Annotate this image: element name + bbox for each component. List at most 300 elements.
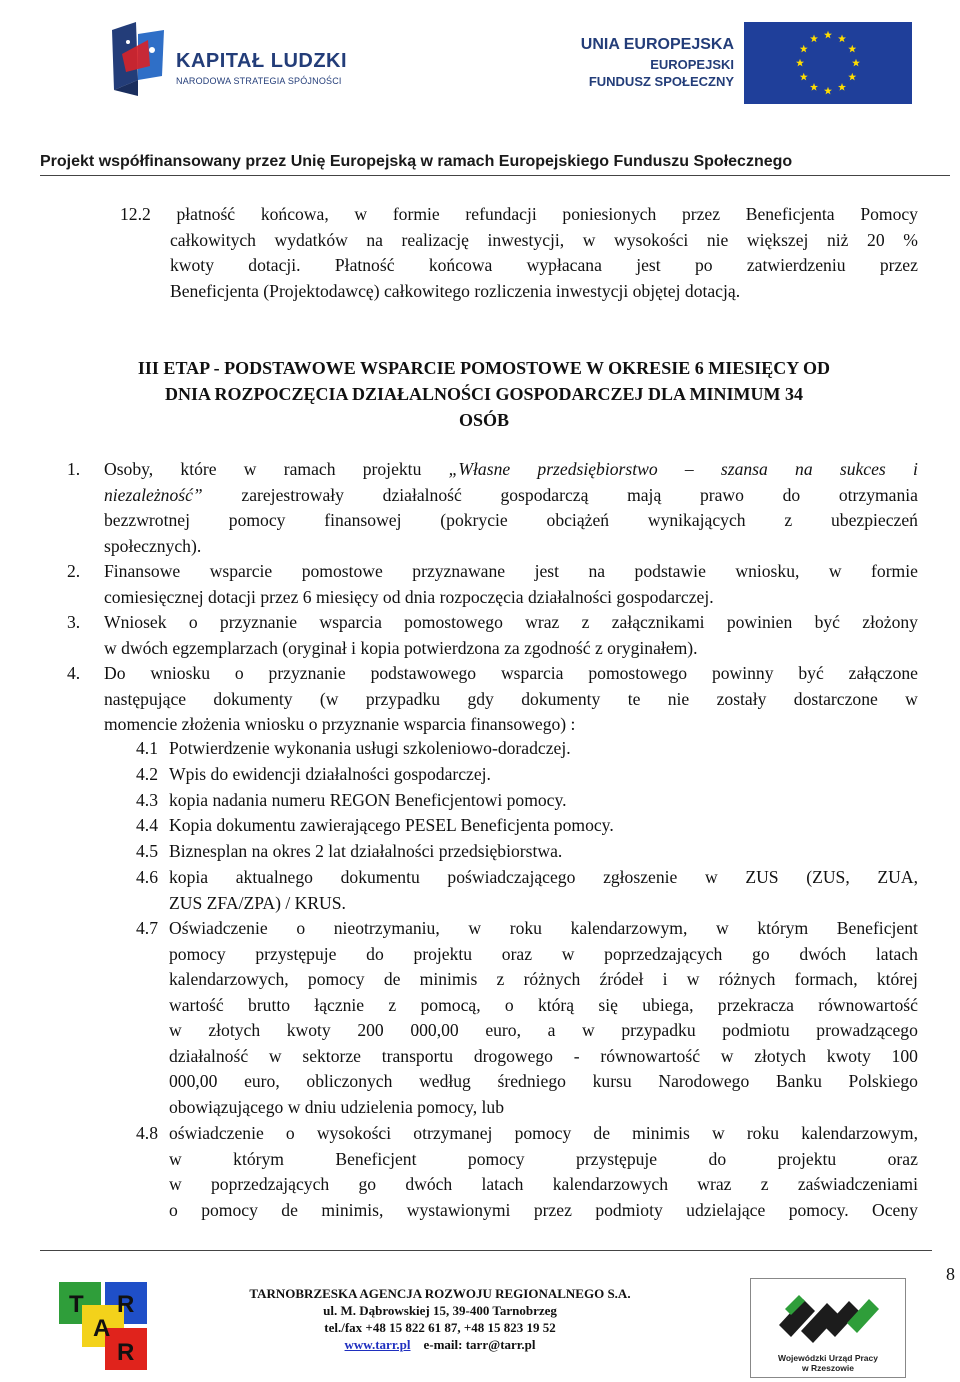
word: pomocy: [201, 1199, 258, 1220]
word: podmioty: [595, 1199, 663, 1220]
word: (w: [319, 688, 339, 709]
list-item: [104, 559, 918, 610]
heading-line2: DNIA ROZPOCZĘCIA DZIAŁALNOŚCI GOSPODARCZEJ DLA MINIMUM 34: [164, 384, 804, 404]
sublist-item-number: 4.2: [136, 764, 158, 784]
sublist-item-line: [169, 1198, 918, 1224]
intro-line: [120, 202, 918, 228]
word: nie: [706, 229, 729, 250]
word: przyznanie: [219, 612, 298, 632]
word: równowartość: [818, 994, 918, 1015]
word: powinny: [711, 663, 774, 683]
word: po: [694, 255, 713, 275]
list-item-number: 4.: [67, 663, 81, 683]
word: de: [593, 1123, 610, 1143]
eu-flag-icon: [744, 22, 912, 104]
word: w: [711, 1123, 725, 1143]
word: ZUS: [745, 867, 779, 887]
word: 100: [891, 1045, 918, 1066]
word: (ZUS,: [806, 867, 850, 887]
sublist-item-line: [169, 1147, 918, 1173]
word: końcowa: [428, 255, 493, 275]
word: w: [169, 1020, 182, 1040]
word: drogowego: [473, 1045, 553, 1066]
word: poświadczającego: [447, 867, 576, 887]
word: być: [814, 612, 840, 632]
kapital-ludzki-title: KAPITAŁ LUDZKI: [176, 50, 348, 72]
word: (pokrycie: [440, 510, 508, 530]
word: gospodarczą: [500, 484, 589, 505]
word: na: [588, 561, 606, 581]
word: wraz: [697, 1174, 732, 1194]
word: zatwierdzeniu: [746, 255, 846, 275]
word: złotych: [208, 1020, 261, 1040]
word: Beneficjent: [836, 918, 918, 938]
word: z: [388, 994, 397, 1015]
word: na: [795, 459, 813, 479]
tarr-letter-r1: R: [117, 1291, 135, 1318]
list-item-line: [104, 661, 918, 687]
list-item-line: momencie złożenia wniosku o przyznanie wsparcia finansowego) :: [104, 714, 576, 734]
word: minimis: [632, 1123, 690, 1143]
sublist-item: [169, 865, 918, 916]
word: wysokości: [614, 229, 689, 250]
word: podstawie: [634, 561, 706, 581]
word: udzielające: [686, 1199, 766, 1220]
word: projektu: [777, 1148, 837, 1169]
word: wystawionymi: [406, 1199, 511, 1220]
list-item-number: 3.: [67, 612, 81, 632]
word: przyznanie: [268, 663, 346, 683]
heading-line3: OSÓB: [458, 410, 510, 430]
word: roku: [746, 1123, 780, 1143]
word: o: [169, 1199, 178, 1220]
word: Narodowego: [658, 1071, 750, 1091]
word: którym: [757, 918, 809, 938]
word: poprzedzających: [604, 943, 723, 964]
word: końcowa,: [260, 204, 329, 224]
word: kalendarzowych: [552, 1174, 669, 1194]
word: się: [598, 994, 618, 1015]
word: szansa: [720, 459, 768, 479]
footer-divider: [40, 1250, 932, 1251]
word: kalendarzowych,: [169, 969, 289, 989]
word: roku: [509, 918, 542, 938]
sublist-item-line: [169, 967, 918, 993]
word: o: [188, 612, 198, 632]
word: w: [561, 943, 575, 964]
word: wsparcia: [319, 612, 382, 632]
word: o: [234, 663, 244, 683]
word: -: [573, 1045, 580, 1066]
word: wypłacana: [526, 255, 602, 275]
intro-line: [170, 228, 918, 254]
sublist-item-line: obowiązującego w dniu udzielenia pomocy, lub: [169, 1096, 504, 1117]
footer-org-name: TARNOBRZESKA AGENCJA ROZWOJU REGIONALNEGO S.A.: [249, 1286, 631, 1301]
word: de: [383, 969, 401, 989]
sublist-item-line: [169, 865, 918, 891]
sublist-item-line: [169, 1018, 918, 1044]
word: te: [627, 688, 641, 709]
word: ubiega,: [642, 994, 694, 1015]
word: gdy: [467, 688, 494, 709]
word: nieotrzymaniu,: [333, 918, 440, 938]
list-item: [104, 610, 918, 661]
word: załącznikami: [611, 612, 705, 632]
word: Beneficjent: [335, 1148, 417, 1169]
word: oświadczenie: [169, 1123, 264, 1143]
footer-address: ul. M. Dąbrowskiej 15, 39-400 Tarnobrzeg: [323, 1303, 557, 1318]
sublist-item-number: 4.4: [136, 815, 158, 835]
intro-line: Beneficjenta (Projektodawcę) całkowitego rozliczenia inwestycji objętej dotacją.: [170, 280, 741, 301]
list-item-line: [104, 457, 918, 483]
word: przystępuje: [255, 943, 337, 964]
word: kalendarzowym,: [801, 1123, 918, 1143]
word: wysokości: [316, 1123, 392, 1143]
word: i: [912, 459, 918, 479]
sublist-item: [169, 736, 918, 762]
word: a: [547, 1020, 556, 1040]
word: zostały: [716, 688, 767, 709]
word: otrzymanej: [413, 1123, 493, 1143]
wup-line1: Wojewódzki Urząd Pracy: [778, 1353, 878, 1363]
word: powinien: [726, 612, 793, 632]
word: w: [169, 1174, 182, 1194]
word: złotych: [754, 1045, 807, 1066]
sublist-item-line: Kopia dokumentu zawierającego PESEL Beneficjenta pomocy.: [169, 815, 614, 835]
word: w: [704, 867, 718, 887]
word: działalność: [382, 484, 462, 505]
word: dwóch: [405, 1174, 453, 1194]
word: dokumenty: [213, 688, 293, 709]
sublist-item-line: Biznesplan na okres 2 lat działalności przedsiębiorstwa.: [169, 841, 563, 861]
word: dostarczone: [793, 688, 878, 709]
list-item: [104, 661, 918, 738]
word: transportu: [381, 1045, 454, 1066]
word: której: [876, 969, 918, 989]
list-item-line: społecznych).: [104, 535, 202, 556]
word: w: [468, 918, 482, 938]
word: z: [760, 1174, 769, 1194]
word: realizację: [401, 229, 469, 250]
word: poniesionych: [562, 204, 657, 224]
kapital-ludzki-mark-icon: [108, 20, 166, 98]
word: wraz: [525, 612, 560, 632]
word: nie: [667, 688, 690, 709]
sublist-item: [169, 762, 918, 788]
word: Finansowe: [104, 561, 181, 581]
eu-logo-line3: FUNDUSZ SPOŁECZNY: [588, 74, 734, 89]
word: na: [366, 229, 383, 250]
word: ramach: [283, 459, 336, 479]
word: podstawowego: [370, 663, 477, 683]
word: do: [366, 943, 384, 964]
word: Do: [104, 663, 126, 683]
word: kwoty: [286, 1020, 331, 1040]
word: 000,00: [410, 1020, 459, 1040]
word: 20: [867, 229, 885, 250]
word: euro,: [244, 1071, 280, 1091]
word: w: [828, 561, 842, 581]
list-item-line: comiesięcznej dotacji przez 6 miesięcy od dnia rozpoczęcia działalności gospodarczej.: [104, 586, 714, 607]
word: wniosku: [150, 663, 211, 683]
sublist-item: [169, 839, 918, 865]
header-divider: [40, 175, 950, 176]
word: Oświadczenie: [169, 918, 268, 938]
word: w: [354, 204, 368, 224]
word: bezzwrotnej: [104, 510, 190, 530]
sublist-item: [169, 1121, 918, 1223]
section-heading: [50, 355, 918, 433]
sublist-item-number: 4.3: [136, 790, 158, 810]
list-item-number: 1.: [67, 459, 81, 479]
word: o: [504, 994, 514, 1015]
sublist-item-line: [169, 1121, 918, 1147]
word: formie: [392, 204, 440, 224]
page-number: 8: [946, 1264, 955, 1284]
word: dokumenty: [521, 688, 601, 709]
word: kopia: [169, 867, 209, 887]
tarr-letter-t: T: [69, 1291, 84, 1318]
word: –: [684, 459, 694, 479]
word: dokumentu: [340, 867, 420, 887]
word: pomocy: [467, 1148, 525, 1169]
word: zarejestrowały: [241, 484, 344, 505]
list-item-line: [104, 687, 918, 713]
word: pomocy: [307, 969, 365, 989]
word: aktualnego: [235, 867, 313, 887]
sublist-item-number: 4.7: [136, 918, 158, 938]
word: %: [903, 229, 918, 250]
word: równowartość: [600, 1045, 701, 1066]
word: przystępuje: [576, 1148, 658, 1169]
sublist-item-line: Wpis do ewidencji działalności gospodarczej.: [169, 764, 491, 784]
sublist-item-line: [169, 993, 918, 1019]
word: z: [581, 612, 590, 632]
kapital-ludzki-logo: [108, 18, 358, 106]
word: mają: [627, 484, 662, 505]
sublist-item: [169, 813, 918, 839]
tarr-logo: [55, 1278, 151, 1374]
word: w: [243, 459, 257, 479]
footer-website-link[interactable]: www.tarr.pl: [344, 1337, 411, 1352]
list-item-line: [104, 483, 918, 509]
word: zaświadczeniami: [797, 1174, 918, 1194]
word: w: [169, 1148, 182, 1169]
word: zgłoszenie: [603, 867, 678, 887]
word: brutto: [248, 994, 291, 1015]
word: przypadku: [365, 688, 441, 709]
word: Oceny: [872, 1199, 918, 1220]
word: Banku: [775, 1071, 822, 1091]
word: przypadku: [621, 1020, 696, 1040]
word: prowadzącego: [816, 1020, 918, 1040]
word: kursu: [592, 1071, 632, 1091]
word: oraz: [501, 943, 533, 964]
word: 000,00: [169, 1071, 218, 1091]
eu-logo-line1: UNIA EUROPEJSKA: [580, 36, 734, 53]
word: według: [419, 1071, 471, 1091]
word: do: [708, 1148, 727, 1169]
footer-email: e-mail: tarr@tarr.pl: [423, 1337, 536, 1352]
list-item-line: [104, 559, 918, 585]
word: ZUA,: [877, 867, 918, 887]
word: większej: [746, 229, 809, 250]
word: niż: [827, 229, 849, 250]
word: następujące: [104, 688, 187, 709]
word: Osoby,: [104, 459, 154, 479]
sublist-item-number: 4.8: [136, 1123, 158, 1143]
word: w: [716, 918, 729, 938]
word: przez: [681, 204, 721, 224]
word: które: [180, 459, 217, 479]
footer-phone: tel./fax +48 15 822 61 87, +48 15 823 19 52: [324, 1320, 556, 1335]
word: minimis: [419, 969, 478, 989]
word: projektu: [362, 459, 422, 479]
word: ubezpieczeń: [831, 510, 918, 530]
word: niezależność”: [104, 484, 203, 505]
word: kwoty: [170, 255, 214, 275]
word: go: [752, 943, 770, 964]
word: otrzymania: [838, 484, 918, 505]
word: całkowitych: [170, 229, 256, 250]
eu-social-fund-logo: [572, 22, 912, 108]
sublist-item-line: Potwierdzenie wykonania usługi szkoleniowo-doradczej.: [169, 738, 571, 758]
word: w: [686, 969, 700, 989]
word: Beneficjenta: [745, 204, 835, 224]
word: różnych: [523, 969, 581, 989]
word: obliczonych: [306, 1071, 393, 1091]
word: przyznawane: [412, 561, 506, 581]
word: wsparcia: [500, 663, 564, 683]
word: inwestycji,: [487, 229, 565, 250]
word: obciążeń: [546, 510, 610, 530]
heading-line1: III ETAP - PODSTAWOWE WSPARCIE POMOSTOWE W OKRESIE 6 MIESIĘCY OD: [137, 358, 831, 378]
word: źródeł: [599, 969, 644, 989]
eu-logo-line2: EUROPEJSKI: [650, 57, 734, 72]
list-item-line: [104, 508, 918, 534]
word: i: [662, 969, 668, 989]
word: przez: [879, 255, 918, 275]
sublist-item-line: [169, 1044, 918, 1070]
word: jest: [534, 561, 559, 581]
word: przedsiębiorstwo: [537, 459, 658, 479]
tarr-letter-r2: R: [117, 1339, 135, 1366]
wup-line2: w Rzeszowie: [802, 1363, 854, 1373]
word: „Własne: [448, 459, 511, 479]
word: de: [281, 1199, 298, 1220]
word: formie: [871, 561, 918, 581]
word: pomostowego: [404, 612, 503, 632]
word: latach: [875, 943, 918, 964]
word: być: [798, 663, 824, 683]
word: różnych: [718, 969, 776, 989]
word: poprzedzających: [210, 1174, 330, 1194]
sublist-item-line: kopia nadania numeru REGON Beneficjentowi pomocy.: [169, 790, 567, 810]
word: oraz: [887, 1148, 918, 1169]
wup-rzeszow-logo: [750, 1278, 906, 1378]
word: którym: [233, 1148, 284, 1169]
word: kwoty: [826, 1045, 871, 1066]
word: przekracza: [717, 994, 794, 1015]
wup-mark-icon: [751, 1279, 905, 1353]
sublist-item-number: 4.5: [136, 841, 158, 861]
word: pomocy: [228, 510, 286, 530]
word: łącznie: [314, 994, 365, 1015]
word: Wniosek: [104, 612, 167, 632]
word: z: [784, 510, 793, 530]
word: Płatność: [334, 255, 395, 275]
word: prawo: [699, 484, 744, 505]
word: w: [905, 688, 918, 709]
word: pomocy.: [788, 1199, 849, 1220]
word: o: [296, 918, 306, 938]
word: z: [496, 969, 505, 989]
word: projektu: [413, 943, 473, 964]
word: w: [720, 1045, 734, 1066]
word: w: [582, 229, 596, 250]
word: w: [268, 1045, 282, 1066]
list-item-line: [104, 610, 918, 636]
project-cofinancing-line: Projekt współfinansowany przez Unię Europejską w ramach Europejskiego Funduszu Społecznego: [40, 153, 793, 170]
sublist-item: [169, 788, 918, 814]
word: Pomocy: [860, 204, 918, 224]
word: formach,: [794, 969, 858, 989]
word: sukces: [839, 459, 886, 479]
intro-paragraph: [120, 202, 918, 304]
word: płatność: [176, 204, 236, 224]
word: finansowej: [324, 510, 402, 530]
word: złożony: [862, 612, 918, 632]
word: minimis,: [321, 1199, 384, 1220]
list-item: [104, 457, 918, 559]
word: podmiotu: [722, 1020, 790, 1040]
word: refundacji: [465, 204, 537, 224]
tarr-letter-a: A: [93, 1315, 111, 1342]
word: pomocy: [169, 943, 226, 964]
footer-contact: [190, 1285, 690, 1353]
word: dwóch: [799, 943, 847, 964]
sublist-item-line: [169, 1172, 918, 1198]
intro-line: [170, 253, 918, 279]
word: o: [285, 1123, 295, 1143]
word: Polskiego: [848, 1071, 918, 1091]
sublist-item-line: [169, 1069, 918, 1095]
word: euro,: [485, 1020, 521, 1040]
word: go: [358, 1174, 377, 1194]
word: którą: [537, 994, 575, 1015]
kapital-ludzki-subtitle: NARODOWA STRATEGIA SPÓJNOŚCI: [176, 76, 342, 86]
word: wartość: [169, 994, 224, 1015]
word: załączone: [848, 663, 918, 683]
word: średniego: [497, 1071, 566, 1091]
word: wsparcie: [209, 561, 273, 581]
sublist-item: [169, 916, 918, 1120]
word: kalendarzowym,: [570, 918, 688, 938]
word: 12.2: [120, 204, 151, 224]
word: sektorze: [302, 1045, 361, 1066]
sublist-item-line: [169, 916, 918, 942]
list-item-line: w dwóch egzemplarzach (oryginał i kopia potwierdzona za zgodność z oryginałem).: [104, 637, 698, 658]
word: wydatków: [274, 229, 348, 250]
word: przez: [533, 1199, 572, 1220]
word: do: [782, 484, 801, 505]
word: pomostowe: [301, 561, 383, 581]
word: latach: [481, 1174, 524, 1194]
word: pomostowego: [588, 663, 688, 683]
word: działalność: [169, 1045, 249, 1066]
sublist-item-line: [169, 942, 918, 968]
word: w: [582, 1020, 595, 1040]
